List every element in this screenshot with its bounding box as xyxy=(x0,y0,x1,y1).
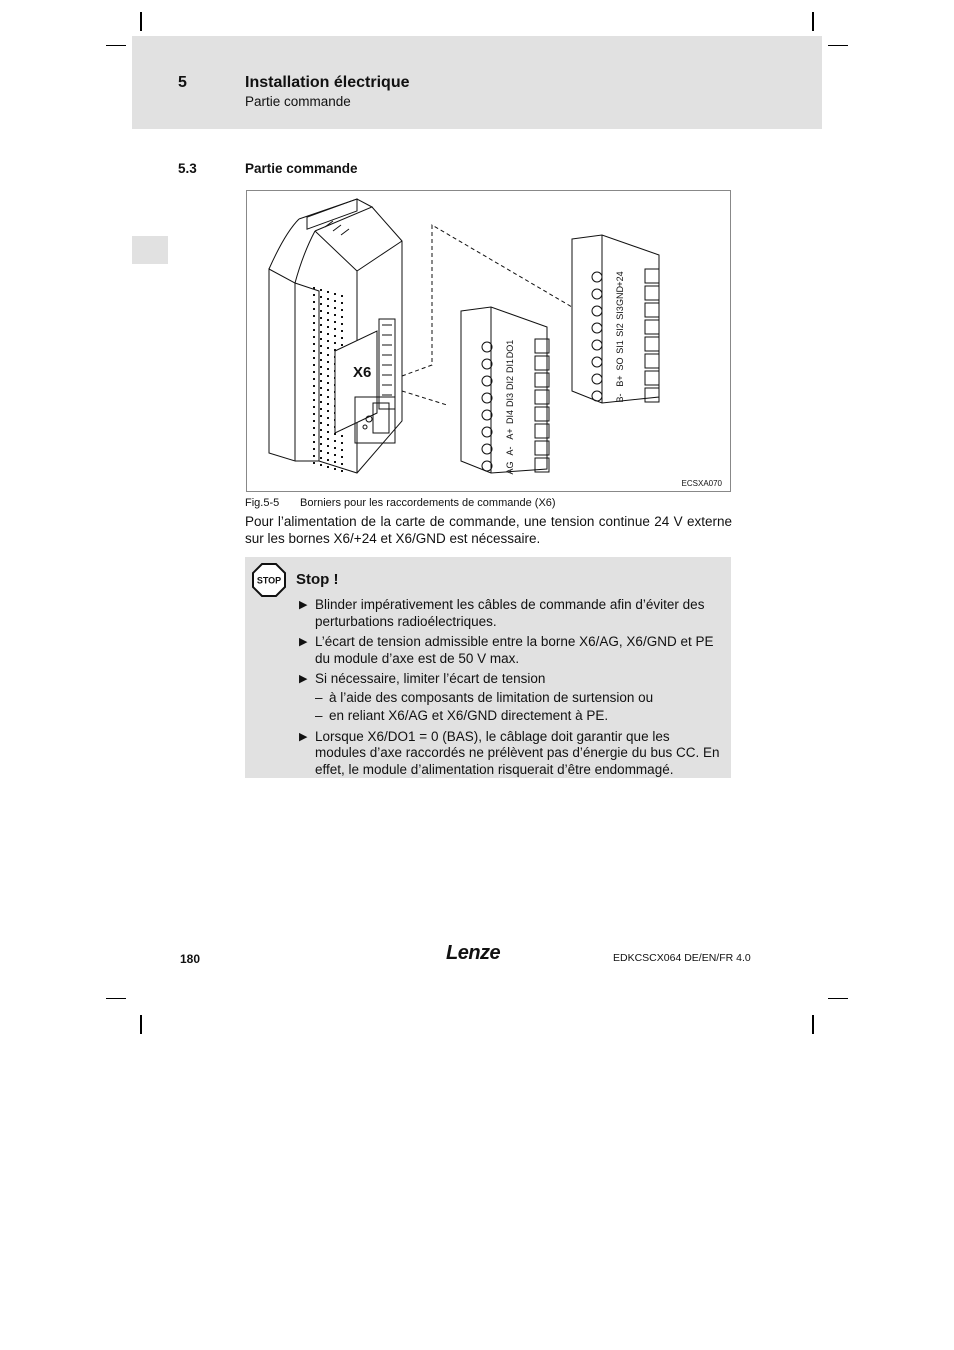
vent-hole xyxy=(334,300,336,302)
vent-hole xyxy=(327,368,329,370)
vent-hole xyxy=(334,468,336,470)
vent-hole xyxy=(327,417,329,419)
vent-hole xyxy=(341,456,343,458)
stop-title: Stop ! xyxy=(296,571,339,588)
vent-hole xyxy=(320,289,322,291)
vent-hole xyxy=(327,340,329,342)
figure-caption-number: Fig.5-5 xyxy=(245,497,280,509)
pin-label: B- xyxy=(615,393,625,403)
dash-bullet: – xyxy=(315,689,323,705)
vent-hole xyxy=(334,454,336,456)
vent-hole xyxy=(341,449,343,451)
vent-hole xyxy=(320,401,322,403)
section-number: 5.3 xyxy=(178,161,197,176)
vent-hole xyxy=(341,316,343,318)
sub-list-item-text: à l’aide des composants de limitation de surtension ou xyxy=(329,689,654,705)
vent-hole xyxy=(327,375,329,377)
vent-hole xyxy=(313,329,315,331)
vent-hole xyxy=(320,317,322,319)
vent-hole xyxy=(320,331,322,333)
vent-hole xyxy=(327,361,329,363)
pin-label: DO1 xyxy=(505,339,515,359)
vent-hole xyxy=(313,336,315,338)
vent-hole xyxy=(341,470,343,472)
vent-hole xyxy=(341,302,343,304)
vent-hole xyxy=(334,461,336,463)
vent-hole xyxy=(327,403,329,405)
vent-hole xyxy=(341,442,343,444)
vent-hole xyxy=(320,296,322,298)
side-tab-marker xyxy=(132,236,168,264)
list-item xyxy=(299,634,724,667)
pin-label: DI1 xyxy=(505,358,515,374)
page-number: 180 xyxy=(180,952,201,966)
bullet-arrow-icon: ▶ xyxy=(299,599,308,611)
vent-hole xyxy=(313,322,315,324)
figure-frame xyxy=(246,190,731,492)
vent-hole xyxy=(341,330,343,332)
crop-mark xyxy=(106,45,126,46)
vent-hole xyxy=(327,305,329,307)
pin-label: SI3 xyxy=(615,306,625,320)
vent-hole xyxy=(313,371,315,373)
figure-image-code: ECSXA070 xyxy=(681,479,722,488)
vent-hole xyxy=(313,294,315,296)
pin-label: B+ xyxy=(615,375,625,387)
vent-hole xyxy=(341,295,343,297)
pin-label: AG xyxy=(505,461,515,475)
vent-hole xyxy=(313,343,315,345)
vent-hole xyxy=(341,435,343,437)
vent-hole xyxy=(320,415,322,417)
pin-label: SO xyxy=(615,357,625,371)
crop-mark xyxy=(812,12,814,31)
stop-icon-label: STOP xyxy=(256,575,282,586)
vent-hole xyxy=(313,462,315,464)
list-item-text: L’écart de tension admissible entre la borne X6/AG, X6/GND et PE du module d’axe est de 50 V max. xyxy=(315,634,714,666)
vent-hole xyxy=(327,354,329,356)
vent-hole xyxy=(327,396,329,398)
pin-label: A- xyxy=(505,446,515,456)
vent-hole xyxy=(334,293,336,295)
vent-hole xyxy=(320,387,322,389)
document-code: EDKCSCX064 DE/EN/FR 4.0 xyxy=(613,952,751,964)
pin-label: DI2 xyxy=(505,375,515,391)
pin-label: DI3 xyxy=(505,392,515,408)
sub-list-item xyxy=(315,690,724,707)
vent-hole xyxy=(327,312,329,314)
pin-label: SI2 xyxy=(615,323,625,337)
list-item xyxy=(299,597,724,630)
vent-hole xyxy=(320,366,322,368)
vent-hole xyxy=(313,434,315,436)
vent-hole xyxy=(313,392,315,394)
vent-hole xyxy=(313,315,315,317)
list-item xyxy=(299,729,724,779)
section-title: Partie commande xyxy=(245,161,358,176)
vent-hole xyxy=(313,441,315,443)
vent-hole xyxy=(313,287,315,289)
list-item-text: Lorsque X6/DO1 = 0 (BAS), le câblage doit garantir que les modules d’axe raccordés ne prélèvent pas d’énergie du bus CC. En effet, le module d’alimentation risquerait d’être endommagé. xyxy=(315,728,720,777)
crop-mark xyxy=(812,1015,814,1034)
stop-list xyxy=(299,597,724,782)
pin-label: +24 xyxy=(615,271,625,287)
vent-hole xyxy=(334,307,336,309)
vent-hole xyxy=(341,344,343,346)
vent-hole xyxy=(313,420,315,422)
bullet-arrow-icon: ▶ xyxy=(299,673,308,685)
vent-hole xyxy=(327,326,329,328)
vent-hole xyxy=(313,385,315,387)
vent-hole xyxy=(327,438,329,440)
pin-label: DI4 xyxy=(505,409,515,425)
dash-bullet: – xyxy=(315,708,323,723)
pin-label: GND xyxy=(615,286,625,306)
crop-mark xyxy=(140,12,142,31)
chapter-title: Installation électrique xyxy=(245,74,410,91)
vent-hole xyxy=(313,413,315,415)
vent-hole xyxy=(313,406,315,408)
vent-hole xyxy=(327,410,329,412)
vent-hole xyxy=(327,347,329,349)
chapter-subtitle: Partie commande xyxy=(245,94,351,109)
vent-hole xyxy=(327,466,329,468)
vent-hole xyxy=(341,309,343,311)
vent-hole xyxy=(320,310,322,312)
vent-hole xyxy=(334,440,336,442)
vent-hole xyxy=(327,424,329,426)
vent-hole xyxy=(341,337,343,339)
vent-hole xyxy=(327,452,329,454)
vent-hole xyxy=(320,450,322,452)
vent-hole xyxy=(320,303,322,305)
sub-list-item xyxy=(315,708,724,725)
pin-label: A+ xyxy=(505,428,515,440)
vent-hole xyxy=(320,464,322,466)
crop-mark xyxy=(106,998,126,999)
vent-hole xyxy=(327,319,329,321)
crop-mark xyxy=(828,45,848,46)
vent-hole xyxy=(320,436,322,438)
vent-hole xyxy=(320,408,322,410)
list-item xyxy=(299,671,724,725)
chapter-number: 5 xyxy=(178,74,187,91)
stop-sign-icon xyxy=(252,563,286,597)
vent-hole xyxy=(327,333,329,335)
vent-hole xyxy=(320,429,322,431)
vent-hole xyxy=(327,445,329,447)
vent-hole xyxy=(313,350,315,352)
list-item-text: Blinder impérativement les câbles de commande afin d’éviter des perturbations radioélectriques. xyxy=(315,597,705,629)
vent-hole xyxy=(313,308,315,310)
vent-hole xyxy=(313,399,315,401)
vent-hole xyxy=(327,431,329,433)
vent-hole xyxy=(327,291,329,293)
sub-list-item-text: en reliant X6/AG et X6/GND directement à PE. xyxy=(329,708,609,723)
chapter-header-band xyxy=(132,36,822,129)
vent-hole xyxy=(320,457,322,459)
vent-hole xyxy=(313,378,315,380)
stop-warning-box xyxy=(245,557,731,778)
vent-hole xyxy=(334,447,336,449)
figure-caption-text: Borniers pour les raccordements de commande (X6) xyxy=(300,497,556,509)
module-x6-label: X6 xyxy=(353,364,372,381)
vent-hole xyxy=(334,328,336,330)
vent-hole xyxy=(341,463,343,465)
vent-hole xyxy=(313,455,315,457)
vent-hole xyxy=(320,338,322,340)
vent-hole xyxy=(320,324,322,326)
vent-hole xyxy=(334,314,336,316)
vent-hole xyxy=(313,357,315,359)
vent-hole xyxy=(334,342,336,344)
crop-mark xyxy=(140,1015,142,1034)
vent-hole xyxy=(320,422,322,424)
vent-hole xyxy=(313,301,315,303)
body-paragraph: Pour l’alimentation de la carte de commande, une tension continue 24 V externe sur les bornes X6/+24 et X6/GND est nécessaire. xyxy=(245,514,732,546)
vent-hole xyxy=(320,373,322,375)
vent-hole xyxy=(313,448,315,450)
bullet-arrow-icon: ▶ xyxy=(299,730,308,743)
crop-mark xyxy=(828,998,848,999)
vent-hole xyxy=(320,394,322,396)
vent-hole xyxy=(327,459,329,461)
vent-hole xyxy=(320,359,322,361)
list-item-text: Si nécessaire, limiter l’écart de tension xyxy=(315,671,546,686)
pin-label: SI1 xyxy=(615,340,625,354)
vent-hole xyxy=(334,321,336,323)
vent-hole xyxy=(327,382,329,384)
vent-hole xyxy=(320,443,322,445)
vent-hole xyxy=(320,345,322,347)
vent-hole xyxy=(334,335,336,337)
vent-hole xyxy=(313,364,315,366)
bullet-arrow-icon: ▶ xyxy=(299,636,308,648)
vent-hole xyxy=(327,389,329,391)
connector-illustration xyxy=(247,191,732,493)
vent-hole xyxy=(320,352,322,354)
vent-hole xyxy=(313,427,315,429)
vent-hole xyxy=(341,323,343,325)
vent-hole xyxy=(320,380,322,382)
lenze-logo: Lenze xyxy=(446,942,501,964)
vent-hole xyxy=(327,298,329,300)
